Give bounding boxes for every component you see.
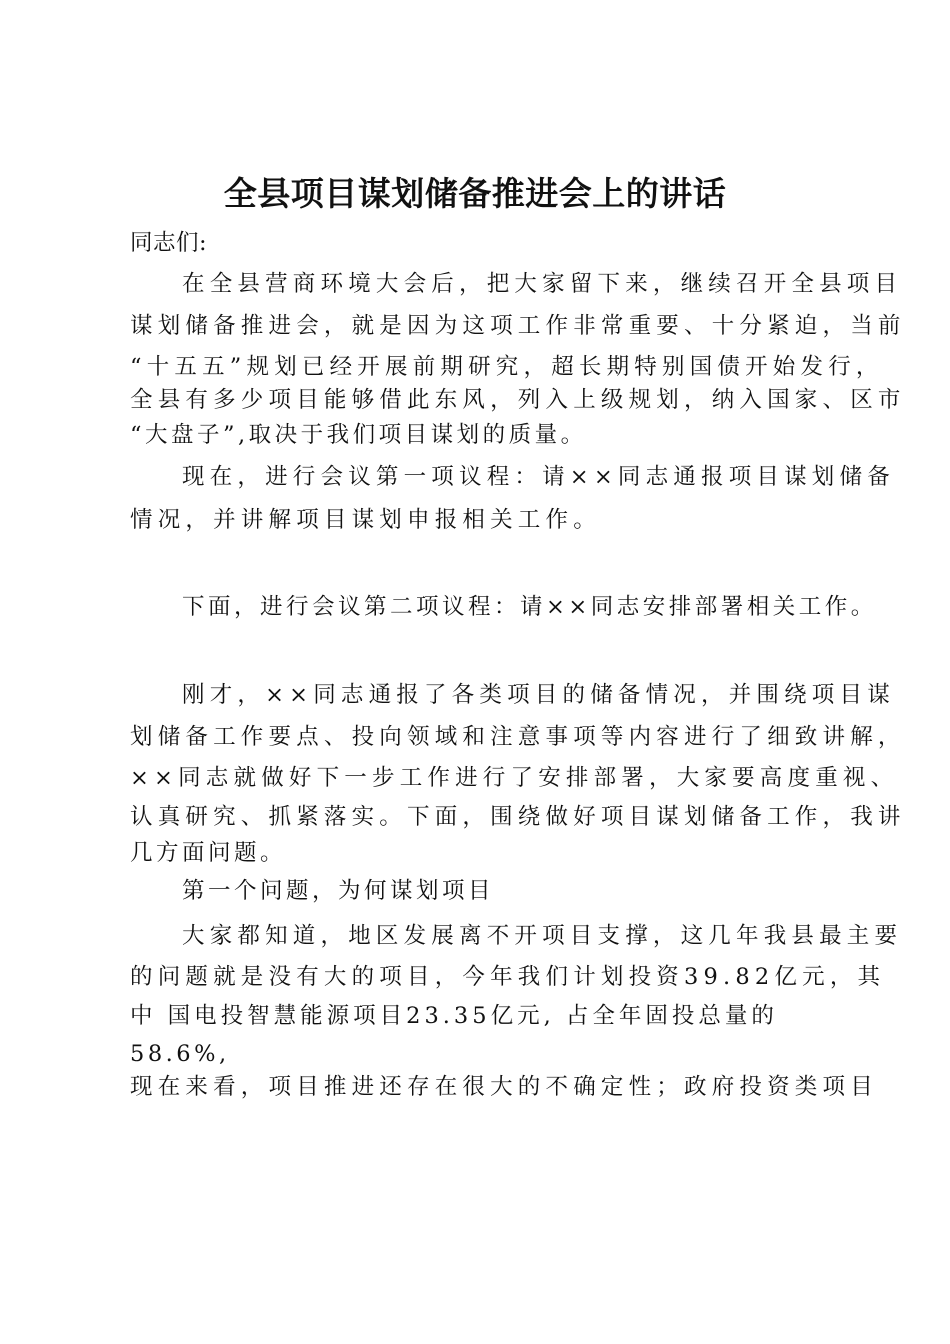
paragraph-line: 几方面问题。 <box>130 840 287 866</box>
paragraph-line: 大家都知道，地区发展离不开项目支撑，这几年我县最主要 <box>182 923 903 949</box>
paragraph-line: ××同志就做好下一步工作进行了安排部署，大家要高度重视、 <box>130 765 899 791</box>
paragraph-line: 刚才，××同志通报了各类项目的储备情况，并围绕项目谋 <box>182 682 895 708</box>
paragraph-line: 58.6%, <box>130 1041 230 1067</box>
paragraph-line: 在全县营商环境大会后，把大家留下来，继续召开全县项目 <box>182 271 903 297</box>
paragraph-line: “十五五”规划已经开展前期研究，超长期特别国债开始发行， <box>130 354 884 380</box>
paragraph-line: 现在来看，项目推进还存在很大的不确定性；政府投资类项目 <box>130 1074 878 1100</box>
paragraph-line: 现在，进行会议第一项议程：请××同志通报项目谋划储备 <box>182 464 895 490</box>
paragraph-line: 的问题就是没有大的项目，今年我们计划投资39.82亿元，其 <box>130 964 886 990</box>
paragraph-line: 划储备工作要点、投向领域和注意事项等内容进行了细致讲解， <box>130 724 906 750</box>
paragraph-line: 全县有多少项目能够借此东风，列入上级规划，纳入国家、区市 <box>130 387 906 413</box>
salutation: 同志们: <box>130 230 208 256</box>
paragraph-line: 情况，并讲解项目谋划申报相关工作。 <box>130 507 601 533</box>
paragraph-line: 中 国电投智慧能源项目23.35亿元, 占全年固投总量的 <box>130 1003 778 1029</box>
section-heading: 第一个问题，为何谋划项目 <box>182 878 495 904</box>
paragraph-line: 下面，进行会议第二项议程：请××同志安排部署相关工作。 <box>182 594 877 620</box>
document-title: 全县项目谋划储备推进会上的讲话 <box>223 174 727 213</box>
paragraph-line: 认真研究、抓紧落实。下面，围绕做好项目谋划储备工作，我讲 <box>130 804 906 830</box>
paragraph-line: “大盘子”,取决于我们项目谋划的质量。 <box>130 422 587 448</box>
paragraph-line: 谋划储备推进会，就是因为这项工作非常重要、十分紧迫，当前 <box>130 313 906 339</box>
